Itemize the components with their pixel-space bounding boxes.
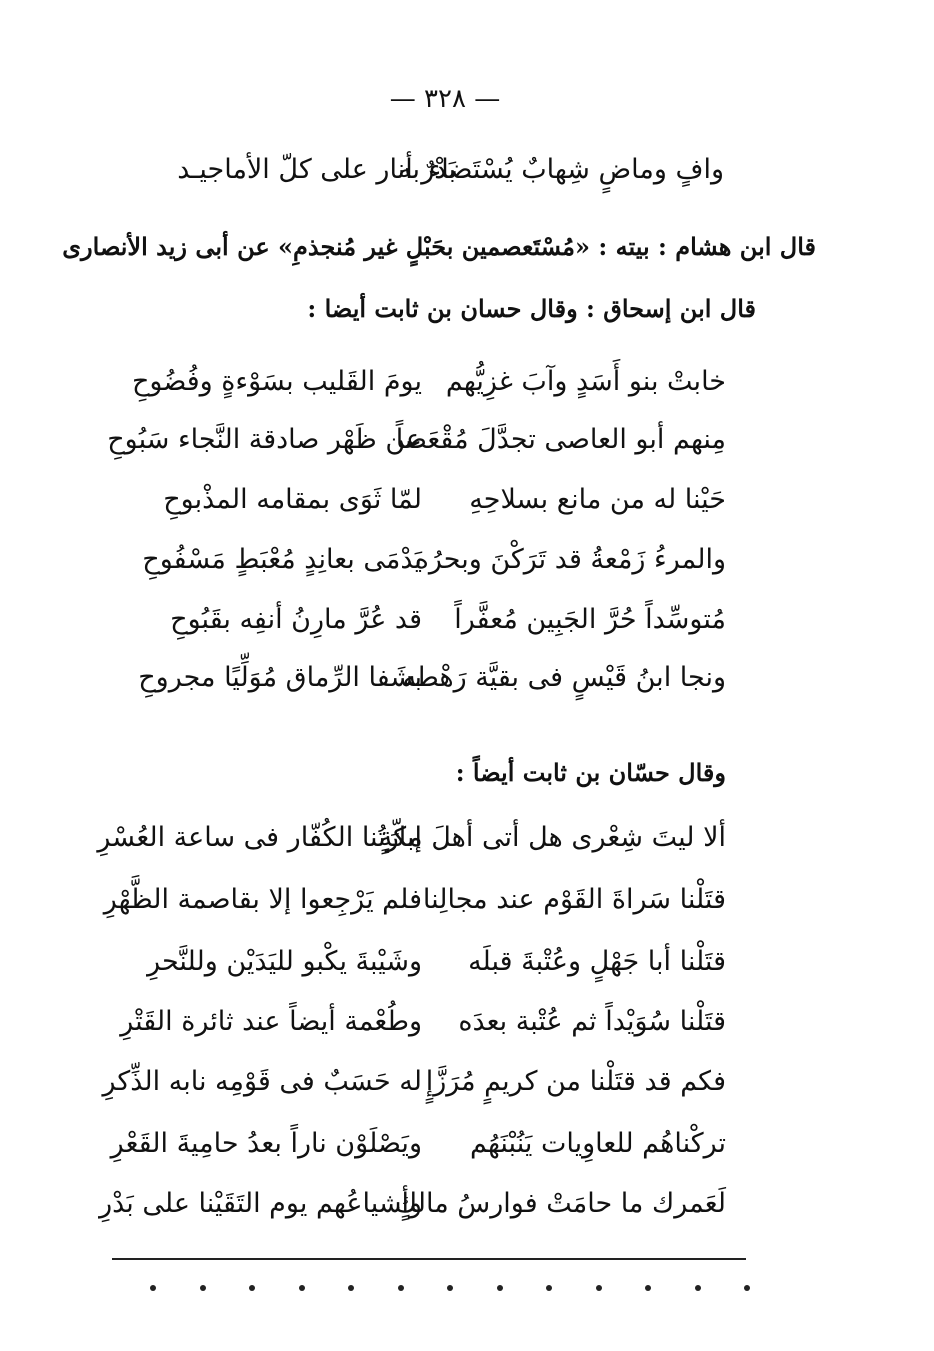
poem2-line2-first: قتَلْنا سَراةَ القَوْم عند مجالِنا (422, 884, 726, 915)
note-ibn-hisham: قال ابن هشام : بيته : «مُسْتَعصمين بحَبْلٍ غير مُنجذمِ» عن أبى زيد الأنصارى (62, 232, 816, 261)
footer-dot (497, 1285, 503, 1291)
poem2-line1-second: إبارَتُنا الكُفّار فى ساعة العُسْرِ (97, 822, 422, 853)
verse-second-hemistich: بَدْرٌ أنار على كلّ الأماجيـد (177, 154, 456, 185)
poem1-line2-second: عن ظَهْر صادقة النَّجاء سَبُوحِ (107, 424, 422, 455)
poem2-line6-second: ويَصْلَوْن ناراً بعدُ حامِيةَ القَعْرِ (110, 1128, 422, 1159)
poem2-line7-second: وأشياعُهم يوم التَقَيْنا على بَدْرِ (99, 1188, 422, 1219)
poem2-intro: وقال حسّان بن ثابت أيضاً : (455, 758, 726, 787)
poem2-line4-first: قتَلْنا سُوَيْداً ثم عُتْبة بعدَه (458, 1006, 726, 1037)
footer-dot (645, 1285, 651, 1291)
poem2-line7-first: لَعَمرك ما حامَتْ فوارسُ مالكٍ (395, 1188, 726, 1219)
poem2-line3-first: قتَلْنا أبا جَهْلٍ وعُتْبةَ قبلَه (468, 946, 726, 977)
footer-dot (200, 1285, 206, 1291)
footer-dot (744, 1285, 750, 1291)
page-number: — ٣٢٨ — (389, 84, 501, 114)
poem1-line5-first: مُتوسِّداً حُرَّ الجَبِين مُعفَّراً (454, 604, 726, 635)
poem1-line5-second: قد عُرَّ مارِنُ أنفِه بقَبُوحِ (170, 604, 422, 635)
poem1-line2-first: مِنهم أبو العاصى تجدَّلَ مُقْعَصاً (395, 424, 726, 455)
poem1-line1-second: يومَ القَليب بسَوْءةٍ وفُضُوحِ (131, 366, 422, 397)
poem1-line4-first: والمرءُ زَمْعةُ قد تَرَكْنَ وبحرُه (414, 544, 726, 575)
poem2-line4-second: وطُعْمة أيضاً عند ثائرة القَتْرِ (120, 1006, 422, 1037)
verse-first-hemistich: وافٍ وماضٍ شِهابٌ يُسْتَضاء به (397, 154, 724, 185)
poem2-line6-first: تركْناهُم للعاوِيات يَنُبْنَهُم (470, 1128, 726, 1159)
poem2-line5-second: له حَسَبٌ فى قَوْمِه نابه الذِّكرِ (102, 1066, 422, 1097)
footer-dot (150, 1285, 156, 1291)
poem1-line3-first: حَيْنا له من مانع بسلاحِهِ (469, 484, 726, 515)
poem2-line1-first: ألا ليتَ شِعْرى هل أتى أهلَ مكّةٍ (378, 822, 726, 853)
footer-dot (348, 1285, 354, 1291)
footer-rule (112, 1258, 746, 1260)
footer-dot (299, 1285, 305, 1291)
footer-dot (398, 1285, 404, 1291)
poem1-line6-second: بشَفا الرِّماق مُوَلِّيًا مجروحِ (138, 662, 422, 693)
poem1-line6-first: ونجا ابنُ قَيْسٍ فى بقيَّة رَهْطه (402, 662, 726, 693)
poem2-line5-first: فكم قد قتَلْنا من كريمٍ مُرَزَّإٍ (425, 1066, 726, 1097)
poem1-line1-first: خابتْ بنو أَسَدٍ وآبَ غزِيُّهم (445, 366, 726, 397)
footer-dot (546, 1285, 552, 1291)
footer-dot (249, 1285, 255, 1291)
poem1-line4-second: يَدْمَى بعانِدٍ مُعْبَطٍ مَسْفُوحِ (142, 544, 422, 575)
footer-dot (695, 1285, 701, 1291)
footer-dot (596, 1285, 602, 1291)
poem2-line3-second: وشَيْبةَ يكْبو لليَدَيْن وللنَّحرِ (147, 946, 422, 977)
footer-dots (150, 1278, 750, 1298)
poem2-line2-second: فلم يَرْجِعوا إلا بقاصمة الظَّهْرِ (103, 884, 422, 915)
poem1-line3-second: لمّا ثَوَى بمقامه المذْبوحِ (163, 484, 422, 515)
footer-dot (447, 1285, 453, 1291)
note-ibn-ishaq: قال ابن إسحاق : وقال حسان بن ثابت أيضا : (307, 294, 756, 323)
